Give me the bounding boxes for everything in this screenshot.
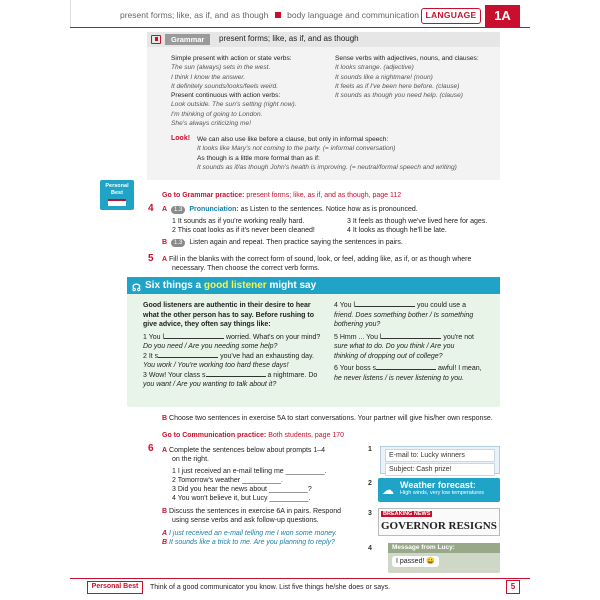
speaker-b: B (162, 539, 168, 546)
exercise-6b-text: Discuss the sentences in exercise 6A in pairs. Respond (169, 508, 341, 515)
grammar-icon (151, 35, 161, 44)
grammar-title: present forms; like, as if, and as though (219, 34, 359, 43)
header-separator (275, 12, 281, 18)
part-b-label: B (162, 415, 168, 422)
header-divider (70, 0, 71, 28)
personal-best-badge (100, 180, 134, 210)
look-rule: As though is a little more formal than as if: (197, 154, 320, 162)
grammar-example: I think I know the answer. (171, 73, 246, 81)
grammar-example: It feels as if I've been here before. (clause) (335, 82, 460, 90)
answer-blank[interactable] (381, 333, 441, 339)
message-prompt (388, 543, 500, 573)
section-label: LANGUAGE (421, 8, 481, 24)
six-things-left (143, 301, 338, 390)
ex6-item: 3 Did you hear the news about __________? (172, 486, 312, 493)
part-a-label: A (162, 256, 168, 263)
badge-line1: Personal (105, 183, 129, 189)
exercise-4b (162, 238, 403, 247)
ex4-item: 2 This coat looks as if it's never been cleaned! (172, 227, 315, 234)
verb-choice: sure what to do. Do you think / Are you (334, 343, 455, 350)
gap-item: 2 It s you've had an exhausting day. (143, 352, 314, 360)
exercise-5a-line2: necessary. Then choose the correct verb forms. (172, 265, 320, 272)
grammar-example: It sounds as though you need help. (clause) (335, 92, 463, 100)
answer-blank[interactable] (158, 352, 218, 358)
prompt-number: 1 (368, 446, 372, 453)
example-b-text: It sounds like a trick to me. Are you planning to reply? (169, 539, 335, 546)
personal-best-label: Personal Best (87, 581, 143, 594)
news-prompt (378, 508, 500, 536)
part-a-label: A (162, 206, 168, 213)
six-things-title-highlight: good listener (203, 280, 267, 291)
grammar-rule: Sense verbs with adjectives, nouns, and clauses: (335, 55, 479, 62)
verb-choice: you want / Are you wanting to talk about it? (143, 381, 277, 388)
ex4-item: 3 It feels as though we've lived here for ages. (347, 218, 488, 225)
grammar-right-column (335, 54, 479, 100)
ex6-item: 4 You won't believe it, but Lucy __________. (172, 495, 311, 502)
grammar-example: It definitely sounds/looks/feels weird. (171, 82, 279, 90)
exercise-5-number: 5 (148, 253, 154, 264)
unit-label: 1A (485, 5, 520, 27)
six-things-box (127, 277, 500, 407)
go-to-communication-label: Go to Communication practice: (162, 432, 267, 439)
exercise-6a-line1 (162, 446, 325, 455)
grammar-box (147, 32, 500, 180)
exercise-6b-line1 (162, 507, 341, 516)
exercise-4b-text: Listen again and repeat. Then practice saying the sentences in pairs. (189, 239, 403, 246)
exercise-6-number: 6 (148, 443, 154, 454)
ex4-item: 4 It looks as though he'll be late. (347, 227, 447, 234)
verb-choice: he never listens / is never listening to you. (334, 374, 464, 382)
gap-item: 1 You l worried. What's on your mind? (143, 333, 321, 341)
page-number: 5 (506, 580, 520, 594)
grammar-example: Look outside. The sun's setting (right now). (171, 101, 297, 109)
go-to-grammar[interactable] (162, 191, 401, 200)
gap-item: 3 Wow! Your class s a nightmare. Do (143, 371, 318, 379)
personal-best-task: Think of a good communicator you know. List five things he/she does or says. (150, 584, 391, 591)
look-example: It sounds as if/as though John's health is improving. (= neutral/formal speech and writing) (197, 163, 457, 171)
exercise-4-number: 4 (148, 203, 154, 214)
go-to-grammar-text: present forms; like, as if, and as though, page 112 (246, 192, 402, 199)
example-a-text: I just received an e-mail telling me I won some money. (169, 530, 337, 537)
part-b-label: B (162, 508, 168, 515)
weather-prompt (378, 478, 500, 502)
six-things-title-post: might say (269, 280, 317, 291)
cloud-icon: ☁ (382, 483, 394, 497)
pronunciation-title: Pronunciation: (189, 206, 239, 213)
exercise-6a-line2: on the right. (172, 456, 209, 463)
verb-choice: Do you need / Are you needing some help? (143, 343, 278, 350)
go-to-communication-text: Both students, page 170 (268, 432, 345, 439)
grammar-example: She's always criticizing me! (171, 120, 252, 128)
grammar-example: The sun (always) sets in the west. (171, 64, 271, 72)
exercise-6b-line2: using sense verbs and ask follow-up questions. (172, 517, 319, 524)
exercise-5b-text: Choose two sentences in exercise 5A to start conversations. Your partner will give his/her own response. (169, 415, 493, 422)
weather-title: Weather forecast: (400, 480, 476, 490)
grammar-example: I'm thinking of going to London. (171, 110, 263, 118)
weather-subtitle: High winds, very low temperatures (400, 490, 485, 496)
exercise-5a-instruction: Fill in the blanks with the correct form of sound, look, or feel, adding like, as if, or as though where (169, 256, 472, 263)
audio-button[interactable]: 1.3 (171, 239, 185, 247)
look-rule: We can also use like before a clause, but only in informal speech: (197, 136, 389, 143)
prompt-number: 4 (368, 545, 372, 552)
verb-choice: friend. Does something bother / Is something (334, 311, 474, 319)
badge-strip (108, 199, 126, 206)
exercise-6a-instruction: Complete the sentences below about prompts 1–4 (169, 447, 326, 454)
look-label: Look! (171, 135, 191, 142)
answer-blank[interactable] (355, 301, 415, 307)
grammar-rule: Simple present with action or state verbs: (171, 55, 292, 62)
grammar-example: It sounds like a nightmare! (noun) (335, 73, 433, 81)
part-b-label: B (162, 239, 168, 246)
email-prompt (380, 446, 500, 474)
header-rule (70, 27, 530, 28)
ex6-item: 1 I just received an e-mail telling me __________. (172, 468, 327, 475)
prompt-number: 2 (368, 480, 372, 487)
go-to-grammar-label: Go to Grammar practice: (162, 192, 245, 199)
footer-rule (70, 578, 530, 579)
news-headline: GOVERNOR RESIGNS (381, 520, 497, 532)
exercise-5b (162, 414, 493, 423)
grammar-example: It looks strange. (adjective) (335, 64, 414, 72)
grammar-rule: Present continuous with action verbs: (171, 92, 281, 100)
six-things-title-pre: Six things a (145, 280, 202, 291)
header-topics (120, 10, 419, 20)
badge-line2: Best (111, 190, 123, 196)
exercise-5a-line1 (162, 255, 471, 264)
intro-line: Good listeners are authentic in their desire to hear (143, 302, 311, 309)
look-notes (197, 135, 457, 172)
message-title: Message from Lucy: (388, 543, 500, 553)
ex6-item: 2 Tomorrow's weather __________. (172, 477, 283, 484)
example-line-b (162, 538, 335, 547)
answer-blank[interactable] (164, 333, 224, 339)
ex4-item: 1 It sounds as if you're working really hard. (172, 218, 305, 225)
speaker-a: A (162, 530, 168, 537)
header-topic-grammar: present forms; like, as if, and as though (120, 10, 269, 20)
answer-blank[interactable] (206, 371, 266, 377)
email-to: E-mail to: Lucky winners (385, 449, 495, 462)
six-things-right (334, 301, 494, 383)
email-subject: Subject: Cash prize! (385, 463, 495, 476)
intro-line: what the other person has to say. Before rushing to (143, 311, 315, 319)
ear-icon: ☊ (132, 283, 141, 294)
verb-choice: You work / You're working too hard these days! (143, 362, 289, 369)
gap-item: 4 You l you could use a (334, 302, 467, 309)
example-line-a (162, 529, 337, 538)
prompt-number: 3 (368, 510, 372, 517)
grammar-tag: Grammar (165, 34, 210, 45)
six-things-title-bar (127, 277, 500, 294)
grammar-bar (147, 32, 500, 47)
header-topic-vocab: body language and communication (287, 10, 419, 20)
gap-item: 6 Your boss s awful! I mean, (334, 365, 482, 372)
verb-choice: bothering you? (334, 321, 381, 328)
gap-item: 5 Hmm ... You l you're not (334, 333, 474, 341)
exercise-4a-heading (162, 205, 418, 214)
pronunciation-instruction: as Listen to the sentences. Notice how as is pronounced. (240, 206, 418, 213)
intro-line: give advice, they often say things like: (143, 321, 271, 328)
message-text: I passed! 😀 (392, 556, 439, 567)
look-example: It looks like Mary's not coming to the party. (= informal conversation) (197, 145, 396, 153)
answer-blank[interactable] (376, 364, 436, 370)
breaking-news-label: BREAKING NEWS (383, 511, 431, 517)
part-a-label: A (162, 447, 168, 454)
audio-button[interactable]: 1.3 (171, 206, 185, 214)
grammar-left-column (171, 54, 297, 128)
go-to-communication[interactable] (162, 431, 344, 440)
verb-choice: thinking of dropping out of college? (334, 352, 443, 360)
